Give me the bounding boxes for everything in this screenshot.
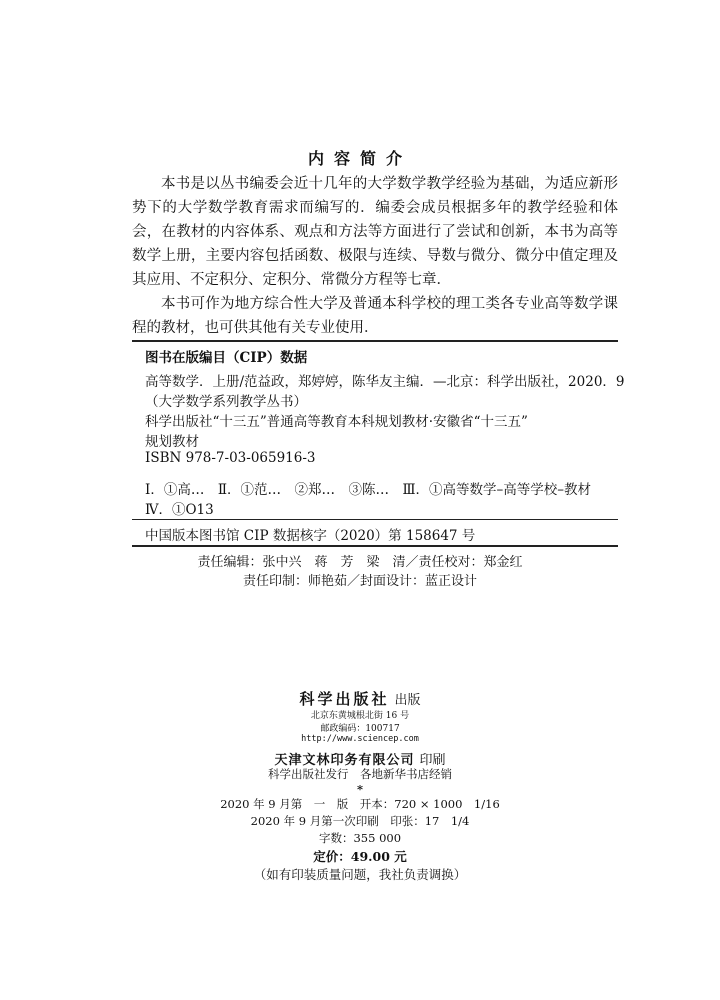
- cip-class-2: Ⅳ．①O13: [145, 502, 214, 518]
- credits-line-1: 责任编辑：张中兴 蒋 芳 梁 清／责任校对：郑金红: [197, 555, 523, 570]
- cip-line-1: 高等数学．上册/范益政，郑婷婷，陈华友主编．—北京：科学出版社，2020．9: [145, 374, 625, 390]
- cip-heading: 图书在版编目（CIP）数据: [145, 350, 308, 366]
- publisher-address: 北京东黄城根北街 16 号: [310, 711, 410, 721]
- edition-line: 2020 年 9 月第 一 版 开本：720 × 1000 1/16: [220, 797, 500, 811]
- printing-line: 2020 年 9 月第一次印刷 印张：17 1/4: [250, 814, 470, 828]
- intro-paragraph-2: 本书可作为地方综合性大学及普通本科学校的理工类各专业高等数学课程的教材，也可供其他有关专业使用．: [132, 296, 618, 336]
- publisher-action: 出版: [394, 693, 421, 708]
- printer-name: 天津文林印务有限公司: [274, 753, 415, 768]
- cip-line-2: （大学数学系列教学丛书）: [145, 394, 307, 410]
- cip-middle-rule: [132, 519, 618, 520]
- quality-notice: （如有印装质量问题，我社负责调换）: [253, 867, 467, 882]
- intro-section: [132, 172, 618, 340]
- cip-line-3: 科学出版社“十三五”普通高等教育本科规划教材·安徽省“十三五”: [145, 414, 528, 430]
- cip-record: 中国版本图书馆 CIP 数据核字（2020）第 158647 号: [145, 528, 476, 544]
- cip-line-4: 规划教材: [145, 434, 199, 450]
- cip-class-1: Ⅰ．①高… Ⅱ．①范… ②郑… ③陈… Ⅲ．①高等数学–高等学校–教材: [145, 482, 592, 498]
- separator-star: *: [356, 782, 363, 796]
- printer-action: 印刷: [419, 753, 446, 768]
- price-line: 定价：49.00 元: [313, 849, 407, 864]
- word-count-line: 字数：355 000: [318, 831, 402, 845]
- distribution-line: 科学出版社发行 各地新华书店经销: [268, 767, 452, 781]
- cip-isbn: ISBN 978-7-03-065916-3: [145, 450, 316, 466]
- publisher-name: 科学出版社: [299, 690, 390, 708]
- publisher-url: http://www.sciencep.com: [301, 734, 419, 744]
- credits-line-2: 责任印制：师艳茹／封面设计：蓝正设计: [242, 574, 477, 589]
- publisher-postcode: 邮政编码：100717: [320, 724, 400, 734]
- publisher-line: [0, 688, 720, 709]
- cip-bottom-rule: [132, 545, 618, 547]
- intro-paragraph-1: 本书是以丛书编委会近十几年的大学数学教学经验为基础，为适应新形势下的大学数学教育需求而编写的．编委会成员根据多年的教学经验和体会，在教材的内容体系、观点和方法等方面进行了尝试和创新，本书为高等数学上册，主要内容包括函数、极限与连续、导数与微分、微分中值定理及其应用、不定积分、定积分、常微分方程等七章．: [132, 176, 618, 288]
- intro-title: 内容简介: [307, 149, 412, 168]
- cip-top-rule: [132, 340, 618, 342]
